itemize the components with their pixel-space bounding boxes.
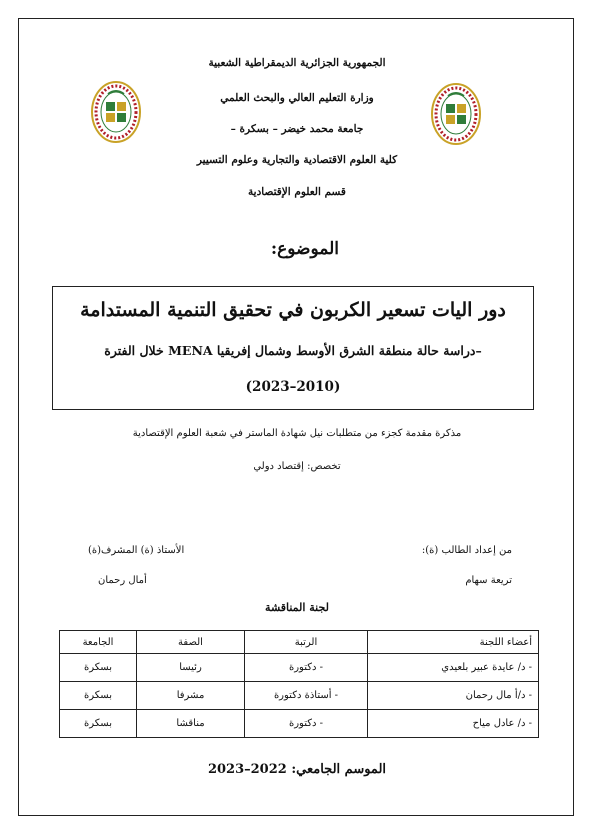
thesis-title: دور اليات تسعير الكربون في تحقيق التنمية المستدامة <box>80 299 506 321</box>
committee-title: لجنة المناقشة <box>265 601 329 614</box>
member-rank: - أستاذة دكتورة <box>245 682 368 710</box>
member-role: مناقشا <box>137 710 245 738</box>
student-name: تريعة سهام <box>465 575 512 586</box>
student-label: من إعداد الطالب (ة): <box>421 545 512 556</box>
republic-name: الجمهورية الجزائرية الديمقراطية الشعبية <box>208 57 386 69</box>
title-box <box>52 286 534 410</box>
member-rank: - دكتورة <box>245 654 368 682</box>
table-header-row <box>60 631 539 654</box>
header-university: الجامعة <box>60 631 137 654</box>
faculty-name: كلية العلوم الاقتصادية والتجارية وعلوم التسيير <box>196 154 398 166</box>
table-row <box>60 710 539 738</box>
member-name: - د/أ مال رحمان <box>368 682 539 710</box>
member-university: بسكرة <box>60 654 137 682</box>
academic-season: الموسم الجامعي: 2022–2023 <box>207 762 387 777</box>
ministry-name: وزارة التعليم العالي والبحث العلمي <box>220 92 374 104</box>
thesis-subtitle: –دراسة حالة منطقة الشرق الأوسط وشمال إفريقيا MENA خلال الفترة <box>104 343 482 358</box>
specialization: تخصص: إقتصاد دولي <box>253 461 341 472</box>
header-rank: الرتبة <box>245 631 368 654</box>
jury-table <box>59 630 539 738</box>
table-row <box>60 654 539 682</box>
table-row <box>60 682 539 710</box>
header-role: الصفة <box>137 631 245 654</box>
member-name: - د/ عادل مياح <box>368 710 539 738</box>
subject-label: الموضوع: <box>270 239 339 259</box>
member-role: رئيسا <box>137 654 245 682</box>
supervisor-name: أمال رحمان <box>98 575 147 586</box>
member-university: بسكرة <box>60 710 137 738</box>
member-role: مشرفا <box>137 682 245 710</box>
header-members: أعضاء اللجنة <box>368 631 539 654</box>
member-university: بسكرة <box>60 682 137 710</box>
university-name: جامعة محمد خيضر – بسكرة – <box>230 123 364 135</box>
thesis-period: (2010–2023) <box>245 379 341 395</box>
supervisor-label: الأستاذ (ة) المشرف(ة) <box>88 545 185 556</box>
member-rank: - دكتورة <box>245 710 368 738</box>
thesis-note: مذكرة مقدمة كجزء من متطلبات نيل شهادة الماستر في شعبة العلوم الإقتصادية <box>132 428 462 439</box>
department-name: قسم العلوم الإقتصادية <box>248 186 346 198</box>
member-name: - د/ عايدة عبير بلعيدي <box>368 654 539 682</box>
